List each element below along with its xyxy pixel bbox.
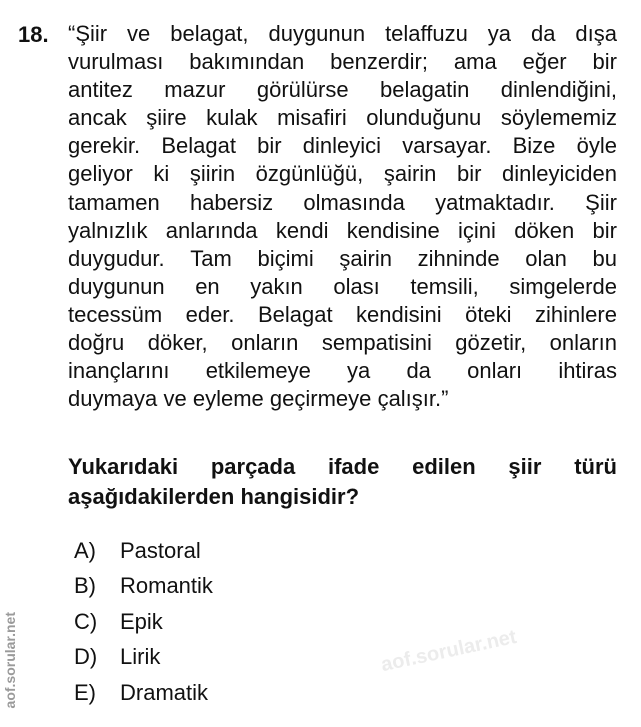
word: onların [231,330,299,356]
word: hangisidir? [240,484,360,509]
word: biçimi [257,245,314,271]
word: tamamen [68,189,160,215]
word: temsili, [410,273,479,299]
word: antitez [68,77,133,103]
passage [68,20,617,413]
word: telaffuzu [385,21,468,46]
word: kendisini [356,301,442,327]
passage-line [68,357,617,385]
word: etkilemeye [205,358,311,384]
question-line [68,482,617,512]
passage-line [68,160,617,188]
word: şairin [383,161,437,187]
word: benzerdir; [330,49,428,75]
word: gözetir, [455,330,527,356]
word: belagat, [170,21,249,46]
passage-line [68,104,617,132]
word: edilen [412,454,476,479]
word: varsayar. [402,133,492,159]
question-stem [68,452,617,512]
word: doğru [68,330,125,356]
word: ama [453,49,497,75]
word: zihninde [417,245,500,271]
option-text: Pastoral [120,537,201,563]
word: kendisine [346,217,440,243]
word: görülürse [256,77,349,103]
word: eder. [185,301,235,327]
passage-line [68,76,617,104]
word: ya [487,21,512,46]
word: duygunun [68,273,165,299]
word: ki [153,161,170,187]
word: parçada [210,454,296,479]
word: olası [333,273,380,299]
word: eyleme [192,386,264,412]
option-text: Lirik [120,644,161,670]
word: bir [257,133,282,159]
word: özgünlüğü, [255,161,364,187]
word: zihinlere [535,301,617,327]
word: kulak [206,105,258,131]
option-text: Dramatik [120,679,209,705]
word: simgelerde [509,273,617,299]
word: tecessüm [68,301,163,327]
word: çalışır.” [377,386,449,412]
word: yalnızlık [68,217,148,243]
word: dışa [575,21,617,46]
option-a[interactable] [74,533,213,569]
passage-line [68,189,617,217]
word: Bize [512,133,556,159]
word: da [530,21,556,46]
word: ve [127,21,151,46]
passage-line [68,217,617,245]
word: şiirin [189,161,236,187]
word: ancak [68,105,127,131]
word: bir [592,217,617,243]
answer-options [74,533,213,711]
word: ihtiras [558,358,617,384]
word: döker, [147,330,208,356]
word: bakımından [189,49,305,75]
option-text: Romantik [120,573,213,599]
option-letter: B) [74,573,96,599]
word: ya [347,358,371,384]
word: Belagat [257,301,333,327]
word: olunduğunu [366,105,482,131]
word: belagatin [380,77,470,103]
passage-line [68,329,617,357]
word: şiire [146,105,187,131]
passage-line [68,301,617,329]
word: misafiri [277,105,347,131]
word: da [406,358,431,384]
passage-line [68,245,617,273]
word: aşağıdakilerden [68,484,235,509]
word: ve [163,386,187,412]
watermark-center: aof.sorular.net [379,625,519,677]
word: dinlendiğini, [500,77,617,103]
word: kendi [275,217,329,243]
word: vurulması [68,49,164,75]
passage-line [68,385,617,413]
question-line [68,452,617,482]
word: öteki [465,301,512,327]
option-letter: D) [74,644,98,670]
option-letter: A) [74,537,96,563]
word: anlarında [165,217,258,243]
passage-line [68,48,617,76]
word: Yukarıdaki [68,454,179,479]
word: habersiz [189,189,274,215]
word: gerekir. [68,133,141,159]
word: geliyor [68,161,133,187]
word: şairin [339,245,392,271]
option-b[interactable] [74,569,213,605]
passage-line [68,132,617,160]
word: öyle [576,133,617,159]
word: sempatisini [321,330,432,356]
word: bu [592,245,617,271]
option-e[interactable] [74,675,213,711]
option-letter: C) [74,608,98,634]
word: “Şiir [68,21,108,46]
word: mazur [164,77,226,103]
question-number: 18. [18,22,49,47]
word: en [195,273,220,299]
option-d[interactable] [74,640,213,676]
word: döken [514,217,575,243]
option-c[interactable] [74,604,213,640]
word: Belagat [161,133,236,159]
word: içini [458,217,496,243]
word: dinleyiciden [502,161,617,187]
word: Tam [190,245,232,271]
word: geçirmeye [269,386,372,412]
word: bir [456,161,482,187]
word: bir [592,49,617,75]
passage-line [68,20,617,48]
word: eğer [522,49,567,75]
watermark-side: aof.sorular.net [2,612,18,709]
word: olmasında [303,189,405,215]
word: duygudur. [68,245,165,271]
word: söylememiz [500,105,617,131]
option-text: Epik [120,608,163,634]
word: şiir [508,454,542,479]
word: dinleyici [302,133,382,159]
option-letter: E) [74,679,96,705]
word: yatmaktadır. [435,189,555,215]
word: duygunun [268,21,366,46]
passage-line [68,273,617,301]
word: inançlarını [68,358,170,384]
word: onları [467,358,523,384]
word: olan [525,245,567,271]
word: ifade [327,454,380,479]
word: onların [549,330,617,356]
word: yakın [250,273,303,299]
word: duymaya [68,386,158,412]
word: Şiir [585,189,617,215]
word: türü [574,454,617,479]
